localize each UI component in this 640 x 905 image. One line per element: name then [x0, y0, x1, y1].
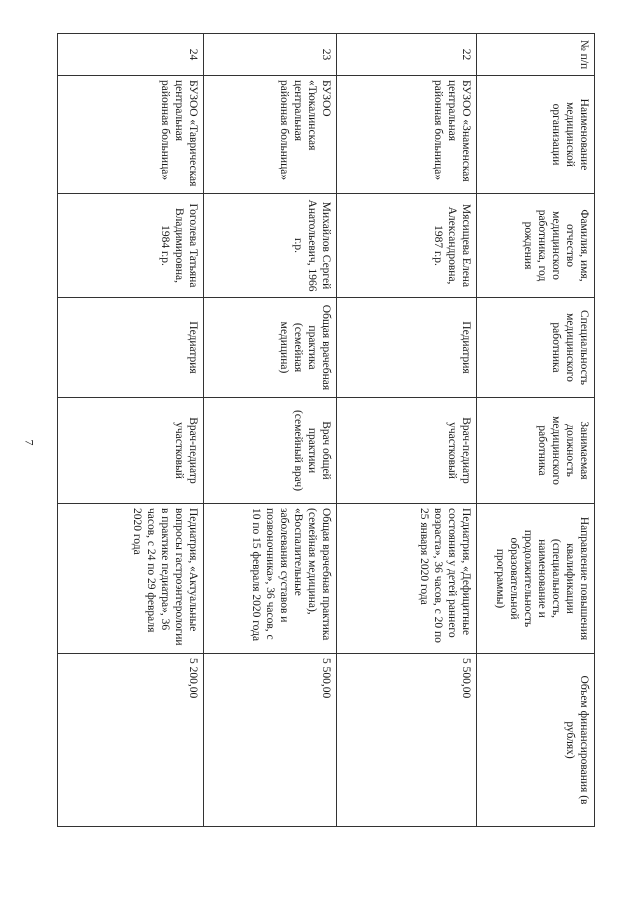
document-table-wrapper — [57, 33, 595, 826]
cell-spec: Педиатрия — [336, 298, 476, 398]
cell-num: 24 — [58, 34, 204, 76]
cell-spec: Общая врачебная практика (семейная медицина) — [204, 298, 336, 398]
table-row — [58, 34, 204, 827]
header-fund: Объем финансирования (в рублях) — [477, 654, 595, 827]
cell-org: БУЗОО «Таврическая центральная районная больница» — [58, 76, 204, 194]
header-pos: Занимаемая должность медицинского работника — [477, 398, 595, 504]
cell-num: 23 — [204, 34, 336, 76]
cell-pos: Врач-педиатр участковый — [336, 398, 476, 504]
header-dir: Направление повышения квалификации (специальность, наименование и продолжительность образовательной программы) — [477, 504, 595, 654]
header-spec: Специальность медицинского работника — [477, 298, 595, 398]
cell-org: БУЗОО «Знаменская центральная районная больница» — [336, 76, 476, 194]
cell-dir: Педиатрия, «Дефицитные состояния у детей раннего возраста», 36 часов, с 20 по 25 января 2020 года — [336, 504, 476, 654]
table-row — [204, 34, 336, 827]
cell-dir: Общая врачебная практика (семейная медицина), «Воспалительные заболевания суставов и позвоночника», 36 часов, с 10 по 15 февраля 2020 года — [204, 504, 336, 654]
header-org: Наименование медицинской организации — [477, 76, 595, 194]
qualification-table — [57, 33, 595, 827]
table-header-row — [477, 34, 595, 827]
header-num: № п/п — [477, 34, 595, 76]
header-name: Фамилия, имя, отчество медицинского работника, год рождения — [477, 194, 595, 298]
cell-pos: Врач-педиатр участковый — [58, 398, 204, 504]
cell-fund: 5 200,00 — [58, 654, 204, 827]
cell-pos: Врач общей практики (семейный врач) — [204, 398, 336, 504]
cell-spec: Педиатрия — [58, 298, 204, 398]
cell-dir: Педиатрия, «Актуальные вопросы гастроэнтерологии в практике педиатра», 36 часов, с 24 по 29 февраля 2020 года — [58, 504, 204, 654]
cell-fund: 5 500,00 — [336, 654, 476, 827]
cell-name: Гоголева Татьяна Владимировна, 1984 г.р. — [58, 194, 204, 298]
cell-num: 22 — [336, 34, 476, 76]
cell-name: Михайлов Сергей Анатольевич, 1966 г.р. — [204, 194, 336, 298]
table-row — [336, 34, 476, 827]
cell-name: Мясищева Елена Александровна, 1987 г.р. — [336, 194, 476, 298]
cell-fund: 5 500,00 — [204, 654, 336, 827]
cell-org: БУЗОО «Тюкалинская центральная районная больница» — [204, 76, 336, 194]
page-number: 7 — [22, 439, 37, 446]
